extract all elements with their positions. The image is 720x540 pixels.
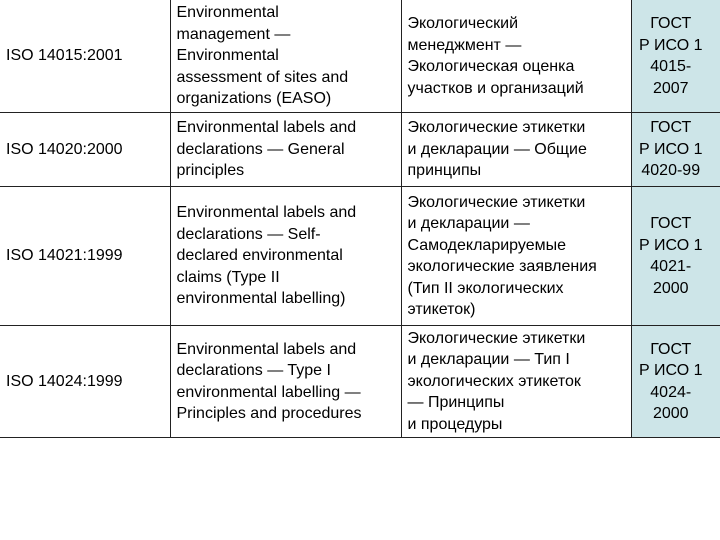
- russian-title-cell: [401, 326, 631, 438]
- iso-code: ISO 14021:1999: [6, 247, 123, 265]
- english-title: Environmental labels and declarations — Type I environmental labelling — Principles and procedures: [176, 340, 362, 422]
- table-row: [0, 0, 720, 113]
- russian-title: Экологические этикетки и декларации — Общие принципы: [407, 119, 587, 180]
- english-title: Environmental labels and declarations — General principles: [176, 119, 357, 180]
- gost-code: ГОСТ Р ИСО 1 4021- 2000: [638, 215, 703, 297]
- iso-code: ISO 14020:2000: [6, 140, 123, 158]
- gost-code: ГОСТ Р ИСО 1 4024- 2000: [638, 340, 703, 422]
- iso-code-cell: [0, 187, 170, 326]
- russian-title: Экологические этикетки и декларации — Самодекларируемые экологические заявления (Тип II экологических этикеток): [407, 193, 597, 318]
- gost-code: ГОСТ Р ИСО 1 4020-99: [638, 119, 703, 180]
- english-title-cell: [170, 326, 401, 438]
- english-title-cell: [170, 0, 401, 113]
- russian-title: Экологические этикетки и декларации — Тип I экологических этикеток — Принципы и процедуры: [407, 329, 586, 433]
- table-row: [0, 113, 720, 187]
- english-title: Environmental labels and declarations — Self- declared environmental claims (Type II environmental labelling): [176, 204, 357, 308]
- iso-code-cell: [0, 326, 170, 438]
- english-title-cell: [170, 113, 401, 187]
- russian-title-cell: [401, 187, 631, 326]
- gost-code-cell: [631, 113, 720, 187]
- gost-code-cell: [631, 0, 720, 113]
- iso-code: ISO 14015:2001: [6, 47, 123, 65]
- russian-title-cell: [401, 0, 631, 113]
- gost-code-cell: [631, 326, 720, 438]
- english-title-cell: [170, 187, 401, 326]
- gost-code: ГОСТ Р ИСО 1 4015- 2007: [638, 15, 703, 97]
- russian-title-cell: [401, 113, 631, 187]
- table-row: [0, 326, 720, 438]
- iso-code-cell: [0, 0, 170, 113]
- english-title: Environmental management — Environmental assessment of sites and organizations (EASO): [176, 4, 349, 108]
- gost-code-cell: [631, 187, 720, 326]
- iso-code-cell: [0, 113, 170, 187]
- table-row: [0, 187, 720, 326]
- iso-code: ISO 14024:1999: [6, 372, 123, 390]
- russian-title: Экологический менеджмент — Экологическая оценка участков и организаций: [407, 15, 584, 97]
